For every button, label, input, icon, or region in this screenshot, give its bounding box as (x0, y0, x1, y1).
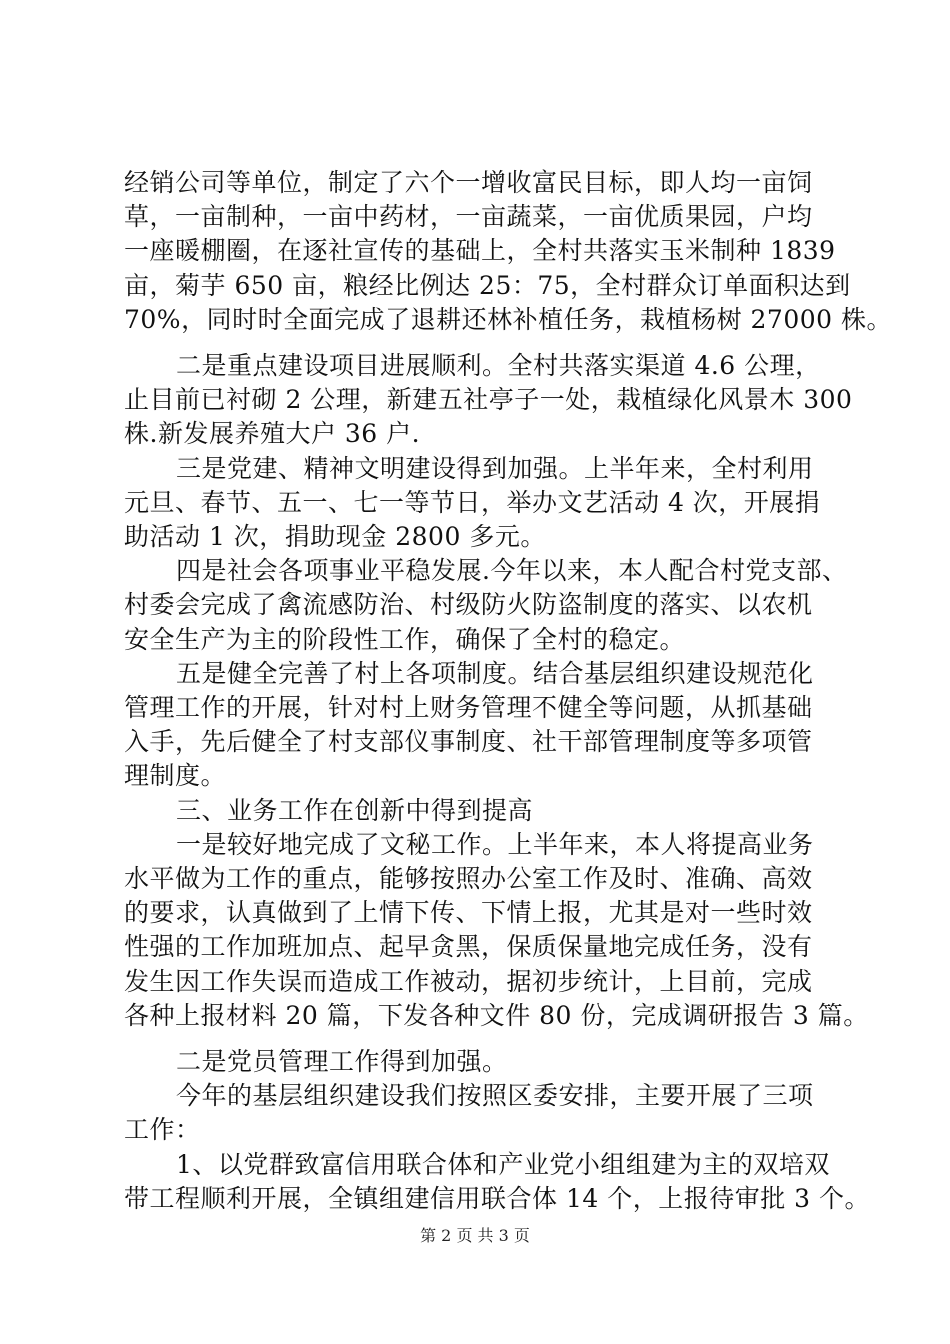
paragraph-line: 工作： (124, 1115, 201, 1144)
paragraph-line: 二是重点建设项目进展顺利。全村共落实渠道 4.6 公理， (176, 351, 821, 380)
paragraph-line: 的要求，认真做到了上情下传、下情上报，尤其是对一些时效 (124, 898, 813, 927)
paragraph-line: 1、以党群致富信用联合体和产业党小组组建为主的双培双 (176, 1150, 830, 1179)
paragraph-line: 元旦、春节、五一、七一等节日，举办文艺活动 4 次，开展捐 (124, 488, 821, 517)
paragraph-line: 草，一亩制种，一亩中药材，一亩蔬菜，一亩优质果园，户均 (124, 202, 813, 231)
paragraph-line: 一座暖棚圈，在逐社宣传的基础上，全村共落实玉米制种 1839 (124, 236, 836, 265)
paragraph-line: 水平做为工作的重点，能够按照办公室工作及时、准确、高效 (124, 864, 813, 893)
paragraph-line: 发生因工作失误而造成工作被动，据初步统计，上目前，完成 (124, 967, 813, 996)
paragraph-line: 助活动 1 次，捐助现金 2800 多元。 (124, 522, 546, 551)
paragraph-line: 各种上报材料 20 篇，下发各种文件 80 份，完成调研报告 3 篇。 (124, 1001, 869, 1030)
paragraph-line: 四是社会各项事业平稳发展.今年以来，本人配合村党支部、 (176, 556, 848, 585)
paragraph-line: 二是党员管理工作得到加强。 (176, 1047, 508, 1076)
paragraph-line: 入手，先后健全了村支部仪事制度、社干部管理制度等多项管 (124, 727, 813, 756)
paragraph-line: 亩，菊芋 650 亩，粮经比例达 25：75，全村群众订单面积达到 (124, 271, 851, 300)
paragraph-line: 安全生产为主的阶段性工作，确保了全村的稳定。 (124, 625, 686, 654)
paragraph-line: 带工程顺利开展，全镇组建信用联合体 14 个，上报待审批 3 个。 (124, 1184, 871, 1213)
paragraph-line: 今年的基层组织建设我们按照区委安排，主要开展了三项 (176, 1081, 814, 1110)
paragraph-line: 五是健全完善了村上各项制度。结合基层组织建设规范化 (176, 659, 814, 688)
paragraph-line: 止目前已衬砌 2 公理，新建五社亭子一处，栽植绿化风景木 300 (124, 385, 853, 414)
paragraph-line: 三是党建、精神文明建设得到加强。上半年来，全村利用 (176, 454, 814, 483)
paragraph-line: 株.新发展养殖大户 36 户. (124, 419, 421, 448)
paragraph-line: 70%，同时时全面完成了退耕还林补植任务，栽植杨树 27000 株。 (124, 305, 892, 334)
paragraph-line: 一是较好地完成了文秘工作。上半年来，本人将提高业务 (176, 830, 814, 859)
paragraph-line: 村委会完成了禽流感防治、村级防火防盗制度的落实、以农机 (124, 590, 813, 619)
paragraph-line: 性强的工作加班加点、起早贪黑，保质保量地完成任务，没有 (124, 932, 813, 961)
paragraph-line: 理制度。 (124, 761, 227, 790)
page-footer: 第 2 页 共 3 页 (420, 1226, 530, 1245)
paragraph-line: 管理工作的开展，针对村上财务管理不健全等问题，从抓基础 (124, 693, 813, 722)
section-heading: 三、业务工作在创新中得到提高 (176, 796, 534, 825)
paragraph-line: 经销公司等单位，制定了六个一增收富民目标，即人均一亩饲 (124, 168, 813, 197)
